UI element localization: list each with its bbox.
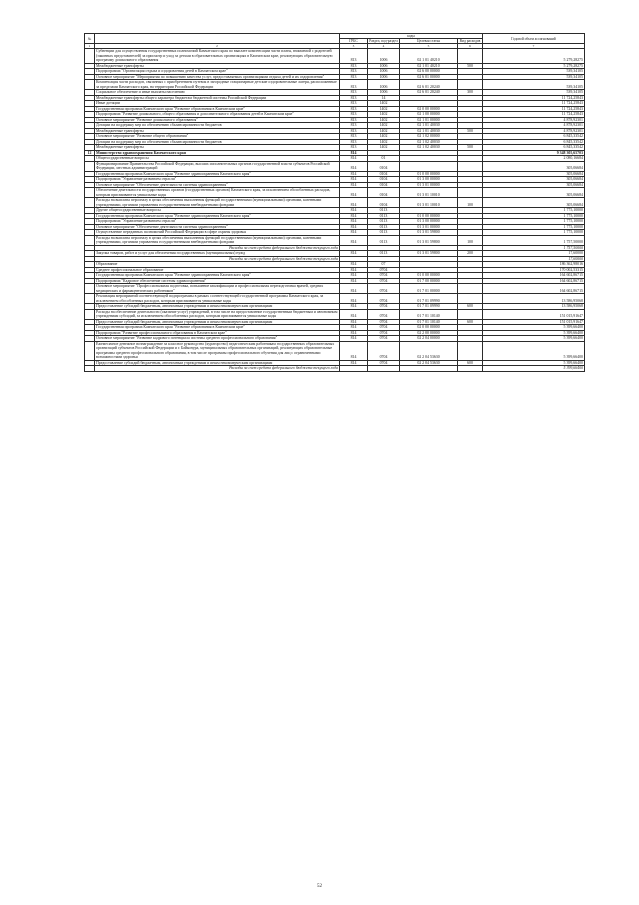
row-grbs: 814 (340, 208, 368, 214)
row-grbs: 813 (340, 90, 368, 96)
row-grbs: 814 (340, 319, 368, 325)
row-grbs: 813 (340, 80, 368, 90)
row-amount: 5 399,66400 (483, 325, 585, 331)
row-number (85, 235, 95, 245)
row-expense-type (458, 294, 483, 304)
row-name: Подпрограмма "Развитие профессионального образования в Камчатском крае" (95, 330, 340, 336)
row-number (85, 341, 95, 360)
row-target-article: 02 1 02 40030 (400, 139, 458, 145)
row-name: Подпрограмма "Управление развитием отрасли" (95, 177, 340, 183)
row-number (85, 188, 95, 198)
row-amount: 151 015,91647 (483, 309, 585, 319)
row-grbs: 814 (340, 171, 368, 177)
row-target-article: 02 1 00 00000 (400, 112, 458, 118)
row-name: Обеспечение деятельности государственных органов (государственных органов) Камчатского края, за исключением обособленных расходов, которым присваиваются уникальные коды (95, 188, 340, 198)
row-amount: 11 724,25843 (483, 112, 585, 118)
header-row-top (85, 34, 585, 39)
row-amount: 539,34105 (483, 74, 585, 80)
index-cell: 4 (368, 44, 400, 49)
header-cs: Целевая статья (400, 39, 458, 44)
row-name: Образование (95, 262, 340, 268)
row-section: 1402 (368, 112, 400, 118)
row-grbs: 814 (340, 188, 368, 198)
row-target-article: 02 2 04 00000 (400, 336, 458, 342)
row-grbs: 813 (340, 106, 368, 112)
row-number (85, 309, 95, 319)
row-section: 1402 (368, 128, 400, 134)
row-grbs: 814 (340, 325, 368, 331)
row-target-article: 02 1 01 40030 (400, 128, 458, 134)
row-target-article: 02 1 01 40210 (400, 49, 458, 64)
row-name: Основное мероприятие "Профессиональная подготовка, повышение квалификации и профессиональная переподготовка врачей, средних медицинских и фармацевтических работников" (95, 284, 340, 294)
row-section: 1402 (368, 134, 400, 140)
row-name: Расходы на выплаты персоналу в целях обеспечения выполнения функций государственными (муниципальными) органами, казенными учреждениями, органами управления государственными внебюджетными фондами (95, 198, 340, 208)
row-grbs: 814 (340, 294, 368, 304)
row-name: Основное мероприятие "Развитие дошкольного образования" (95, 117, 340, 123)
row-target-article: 01 0 00 00000 (400, 213, 458, 219)
row-name: Дотации на поддержку мер по обеспечению сбалансированности бюджетов (95, 123, 340, 129)
row-expense-type (458, 188, 483, 198)
row-grbs: 814 (340, 219, 368, 225)
header-sum: Годовой объем ассигнований (483, 34, 585, 44)
row-target-article: 01 7 01 09990 (400, 294, 458, 304)
row-section: 0704 (368, 294, 400, 304)
row-target-article: 01 3 01 00000 (400, 224, 458, 230)
row-name: Иные дотации (95, 101, 340, 107)
row-grbs (340, 366, 368, 372)
row-target-article: 02 1 01 40210 (400, 63, 458, 69)
row-grbs: 813 (340, 63, 368, 69)
page-number: 52 (317, 884, 322, 889)
row-number (85, 198, 95, 208)
row-section: 1402 (368, 123, 400, 129)
table-row (85, 198, 585, 208)
row-target-article: 01 3 01 00000 (400, 182, 458, 188)
row-amount: 164 602,86715 (483, 278, 585, 284)
row-amount: 1 757,50000 (483, 235, 585, 245)
row-grbs: 814 (340, 273, 368, 279)
row-section (368, 366, 400, 372)
row-amount: 305,06684 (483, 198, 585, 208)
table-row (85, 294, 585, 304)
row-amount: 1 775,10000 (483, 219, 585, 225)
row-section: 0704 (368, 284, 400, 294)
row-target-article: 01 3 01 10010 (400, 198, 458, 208)
row-name: Основное мероприятие "Обеспечение деятельности системы здравоохранения" (95, 224, 340, 230)
table-body (85, 49, 585, 372)
row-section: 1006 (368, 74, 400, 80)
row-section: 0704 (368, 341, 400, 360)
index-cell: 3 (340, 44, 368, 49)
row-name: Межбюджетные трансферты (95, 145, 340, 151)
table-row (85, 80, 585, 90)
row-amount: 9 348 305,65703 (483, 150, 585, 156)
row-target-article: 02 1 02 40030 (400, 145, 458, 151)
row-amount: 1 775,10000 (483, 213, 585, 219)
row-name: Расходы за счет средств федерального бюджета текущего года (95, 245, 340, 251)
row-expense-type: 500 (458, 145, 483, 151)
row-section: 0113 (368, 230, 400, 236)
row-amount: 5 399,66400 (483, 341, 585, 360)
table-row (85, 309, 585, 319)
row-amount: 539,34105 (483, 90, 585, 96)
row-name: Субвенции для осуществления государственных полномочий Камчатского края по выплате компенсации части платы, взимаемой с родителей (законных представителей) за присмотр и уход за детьми в образовательных организациях в Камчатском крае, реализующих образовательную программу дошкольного образования (95, 49, 340, 64)
row-name: Расходы за счет средств федерального бюджета текущего года (95, 366, 340, 372)
row-name: Государственная программа Камчатского края "Развитие образования в Камчатском крае" (95, 106, 340, 112)
row-grbs: 813 (340, 95, 368, 101)
row-grbs: 813 (340, 112, 368, 118)
row-name: Расходы на обеспечение деятельности (оказание услуг) учреждений, в том числе на предоставление государственным бюджетным и автономным учреждениям субсидий, за исключением обособленных расходов, которым присваиваются уникальные коды (95, 309, 340, 319)
row-amount: 305,06684 (483, 161, 585, 171)
row-section: 0113 (368, 219, 400, 225)
row-name: Основное мероприятие "Мероприятия по повышению качества услуг, предоставляемых организациями отдыха детей и их оздоровления" (95, 74, 340, 80)
row-expense-type: 200 (458, 251, 483, 257)
row-name: Подпрограмма "Управление развитием отрасли" (95, 219, 340, 225)
row-section: 1006 (368, 90, 400, 96)
row-expense-type: 600 (458, 360, 483, 366)
row-expense-type (458, 341, 483, 360)
row-section: 07 (368, 262, 400, 268)
row-amount: 305,06684 (483, 188, 585, 198)
row-target-article: 01 3 00 00000 (400, 219, 458, 225)
row-number (85, 284, 95, 294)
table-row (85, 161, 585, 171)
row-section: 0704 (368, 325, 400, 331)
row-section: 0113 (368, 251, 400, 257)
row-expense-type (458, 309, 483, 319)
row-grbs: 814 (340, 182, 368, 188)
row-target-article: 01 3 00 00000 (400, 177, 458, 183)
row-target-article: 01 7 01 00000 (400, 284, 458, 294)
row-section: 1402 (368, 117, 400, 123)
row-name: Закупка товаров, работ и услуг для обеспечения государственных (муниципальных) нужд (95, 251, 340, 257)
row-grbs: 814 (340, 156, 368, 162)
header-rz: Раздел, под-раздел (369, 39, 398, 44)
index-cell: 2 (95, 44, 340, 49)
row-number (85, 366, 95, 372)
row-number (85, 49, 95, 64)
row-name: Межбюджетные трансферты (95, 128, 340, 134)
index-cell: 7 (483, 44, 585, 49)
row-amount: 186 362,98016 (483, 262, 585, 268)
row-target-article (400, 161, 458, 171)
row-grbs: 813 (340, 123, 368, 129)
row-grbs: 814 (340, 150, 368, 156)
row-amount: 5 399,66400 (483, 336, 585, 342)
row-grbs: 814 (340, 278, 368, 284)
row-amount: 13 586,95068 (483, 294, 585, 304)
index-cell: 6 (458, 44, 483, 49)
row-section: 0104 (368, 171, 400, 177)
table-row (85, 341, 585, 360)
row-amount: 11 724,25843 (483, 101, 585, 107)
row-name: Предоставление субсидий бюджетным, автономным учреждениям и иным некоммерческим организациям (95, 304, 340, 310)
row-name: Ежемесячное денежное вознаграждение за классное руководство (кураторство) педагогическим работникам государственных образовательных организаций субъектов Российской Федерации и г. Байконура, муниципальных образовательных организаций, реализующих образовательные программы среднего профессионального образования, в том числе программы профессионального обучения для лиц с ограниченными возможностями здоровья (95, 341, 340, 360)
table-row (85, 366, 585, 372)
row-amount: 2 080,16684 (483, 156, 585, 162)
row-amount: 5 399,66400 (483, 360, 585, 366)
row-section: 0113 (368, 224, 400, 230)
row-section: 1402 (368, 101, 400, 107)
row-section: 0704 (368, 336, 400, 342)
row-section: 0704 (368, 309, 400, 319)
row-grbs: 814 (340, 360, 368, 366)
row-expense-type (458, 366, 483, 372)
row-target-article: 02 6 01 00000 (400, 74, 458, 80)
row-amount: 1 775,10000 (483, 208, 585, 214)
row-grbs: 814 (340, 304, 368, 310)
row-name: Государственная программа Камчатского края "Развитие здравоохранения Камчатского края" (95, 273, 340, 279)
row-section: 1006 (368, 69, 400, 75)
row-amount: 5 399,66400 (483, 330, 585, 336)
row-expense-type: 300 (458, 90, 483, 96)
row-amount: 6 845,33542 (483, 139, 585, 145)
row-grbs: 814 (340, 230, 368, 236)
row-target-article: 01 7 01 09990 (400, 304, 458, 310)
row-grbs: 814 (340, 341, 368, 360)
row-name: Осуществление переданных полномочий Российской Федерации в сфере охраны здоровья (95, 230, 340, 236)
header-grbs: ГРБС (340, 39, 368, 44)
row-amount: 4 878,92301 (483, 117, 585, 123)
row-amount: 539,34105 (483, 80, 585, 90)
row-amount: 17,60000 (483, 251, 585, 257)
row-grbs: 813 (340, 69, 368, 75)
row-name: Расходы на выплаты персоналу в целях обеспечения выполнения функций государственными (муниципальными) органами, казенными учреждениями, органами управления государственными внебюджетными фондами (95, 235, 340, 245)
row-section: 0104 (368, 188, 400, 198)
row-section: 1006 (368, 80, 400, 90)
row-section: 1402 (368, 139, 400, 145)
row-expense-type (458, 161, 483, 171)
row-amount: 164 602,86715 (483, 273, 585, 279)
row-target-article: 01 3 01 10010 (400, 188, 458, 198)
row-amount: 11 724,25843 (483, 95, 585, 101)
row-section: 1402 (368, 145, 400, 151)
row-amount: 305,06684 (483, 171, 585, 177)
row-grbs: 813 (340, 145, 368, 151)
row-grbs: 814 (340, 284, 368, 294)
row-target-article: 02 1 01 40030 (400, 123, 458, 129)
row-section: 0104 (368, 161, 400, 171)
row-target-article: 01 3 01 59800 (400, 230, 458, 236)
row-name: Подпрограмма "Организация отдыха и оздоровления детей в Камчатском крае" (95, 69, 340, 75)
row-expense-type: 100 (458, 198, 483, 208)
row-amount: 164 602,86715 (483, 284, 585, 294)
row-section: 0704 (368, 267, 400, 273)
row-target-article: 02 2 00 00000 (400, 330, 458, 336)
header-name (95, 34, 340, 44)
row-grbs: 813 (340, 117, 368, 123)
row-amount: 5 279,28275 (483, 63, 585, 69)
row-name: Социальное обеспечение и иные выплаты населению (95, 90, 340, 96)
row-section: 0113 (368, 208, 400, 214)
row-target-article: 02 6 00 00000 (400, 69, 458, 75)
row-target-article: 02 2 04 53630 (400, 341, 458, 360)
row-target-article: 02 0 00 00000 (400, 106, 458, 112)
row-target-article: 02 2 04 53630 (400, 360, 458, 366)
row-name: Межбюджетные трансферты общего характера бюджетам бюджетной системы Российской Федерации (95, 95, 340, 101)
row-expense-type (458, 49, 483, 64)
table-row (85, 49, 585, 64)
row-number (85, 80, 95, 90)
row-name: Дотации на поддержку мер по обеспечению сбалансированности бюджетов (95, 139, 340, 145)
row-name: Общегосударственные вопросы (95, 156, 340, 162)
row-amount: 1 775,10000 (483, 230, 585, 236)
row-target-article: 01 7 01 10140 (400, 319, 458, 325)
row-name: Основное мероприятие "Развитие общего образования" (95, 134, 340, 140)
row-number (85, 294, 95, 304)
row-expense-type: 600 (458, 319, 483, 325)
row-amount: 1 775,10000 (483, 224, 585, 230)
row-section: 1006 (368, 49, 400, 64)
row-grbs: 814 (340, 330, 368, 336)
row-expense-type: 600 (458, 304, 483, 310)
row-grbs: 814 (340, 251, 368, 257)
row-amount: 305,06684 (483, 177, 585, 183)
row-amount: 17,60000 (483, 256, 585, 262)
row-expense-type: 500 (458, 128, 483, 134)
row-name: Подпрограмма "Кадровое обеспечение системы здравоохранения" (95, 278, 340, 284)
row-section: 0704 (368, 360, 400, 366)
budget-table (84, 33, 585, 372)
row-amount: 11 724,25843 (483, 106, 585, 112)
row-target-article: 01 7 01 10140 (400, 309, 458, 319)
row-name: Компенсация части расходов, связанных с приобретением путевок в загородные стационарные детские оздоровительные лагеря, расположенные за пределами Камчатского края, на территории Российской Федерации (95, 80, 340, 90)
index-cell: 5 (400, 44, 458, 49)
row-section: 0104 (368, 177, 400, 183)
row-amount: 1 757,50000 (483, 245, 585, 251)
row-name: Реализация мероприятий соответствующей подпрограммы в рамках соответствующей государственной программы Камчатского края, за исключением обособленных расходов, которым присваиваются уникальные коды (95, 294, 340, 304)
row-number (85, 161, 95, 171)
row-amount: 6 845,33542 (483, 134, 585, 140)
row-grbs: 813 (340, 139, 368, 145)
row-name: Предоставление субсидий бюджетным, автономным учреждениям и иным некоммерческим организациям (95, 319, 340, 325)
row-amount: 6 845,33542 (483, 145, 585, 151)
row-expense-type: 100 (458, 235, 483, 245)
row-expense-type (458, 284, 483, 294)
row-name: Государственная программа Камчатского края "Развитие здравоохранения Камчатского края" (95, 171, 340, 177)
row-amount: 305,06684 (483, 182, 585, 188)
row-grbs: 814 (340, 224, 368, 230)
row-grbs: 813 (340, 74, 368, 80)
row-name: Расходы за счет средств федерального бюджета текущего года (95, 256, 340, 262)
row-name: Основное мероприятие "Развитие кадрового потенциала системы среднего профессионального образования" (95, 336, 340, 342)
table-row (85, 284, 585, 294)
row-name: Предоставление субсидий бюджетным, автономным учреждениям и иным некоммерческим организациям (95, 360, 340, 366)
row-target-article: 02 0 00 00000 (400, 325, 458, 331)
row-amount: 539,34105 (483, 69, 585, 75)
row-name: Министерство здравоохранения Камчатского края (95, 150, 340, 156)
table-row (85, 188, 585, 198)
row-section: 14 (368, 95, 400, 101)
row-name: Среднее профессиональное образование (95, 267, 340, 273)
row-grbs: 814 (340, 336, 368, 342)
row-grbs: 814 (340, 213, 368, 219)
header-vr: Вид расходов (458, 39, 483, 44)
row-section: 01 (368, 156, 400, 162)
header-codes: коды (340, 34, 483, 39)
row-section: 0704 (368, 330, 400, 336)
row-grbs: 813 (340, 49, 368, 64)
row-target-article (400, 366, 458, 372)
row-section: 0704 (368, 278, 400, 284)
index-cell: 1 (85, 44, 95, 49)
row-target-article: 01 3 01 59800 (400, 235, 458, 245)
row-grbs: 814 (340, 177, 368, 183)
row-name: Другие общегосударственные вопросы (95, 208, 340, 214)
row-grbs: 814 (340, 198, 368, 208)
row-target-article: 01 0 00 00000 (400, 273, 458, 279)
row-expense-type (458, 80, 483, 90)
row-name: Подпрограмма "Развитие дошкольного, общего образования и дополнительного образования детей в Камчатском крае" (95, 112, 340, 118)
row-number: 12 (85, 150, 95, 156)
row-grbs: 814 (340, 161, 368, 171)
row-target-article: 01 3 01 59800 (400, 251, 458, 257)
row-amount: 13 586,95068 (483, 304, 585, 310)
row-amount: 5 399,66400 (483, 366, 585, 372)
row-name: Государственная программа Камчатского края "Развитие образования в Камчатском крае" (95, 325, 340, 331)
row-section: 0113 (368, 213, 400, 219)
row-target-article: 01 0 00 00000 (400, 171, 458, 177)
row-grbs: 814 (340, 267, 368, 273)
row-name: Основное мероприятие "Обеспечение деятельности системы здравоохранения" (95, 182, 340, 188)
row-grbs: 813 (340, 101, 368, 107)
row-target-article: 02 1 02 00000 (400, 134, 458, 140)
row-grbs: 813 (340, 128, 368, 134)
row-amount: 4 878,92301 (483, 123, 585, 129)
row-section: 0704 (368, 319, 400, 325)
row-expense-type: 500 (458, 63, 483, 69)
row-section: 0113 (368, 235, 400, 245)
row-amount: 5 279,28275 (483, 49, 585, 64)
row-name: Функционирование Правительства Российской Федерации, высших исполнительных органов государственной власти субъектов Российской Федерации, местных администраций (95, 161, 340, 171)
row-amount: 170 002,53315 (483, 267, 585, 273)
row-grbs: 814 (340, 262, 368, 268)
row-section: 0104 (368, 182, 400, 188)
row-section: 0704 (368, 304, 400, 310)
row-name: Межбюджетные трансферты (95, 63, 340, 69)
row-target-article: 02 6 01 20240 (400, 90, 458, 96)
row-amount: 151 015,91647 (483, 319, 585, 325)
row-grbs: 813 (340, 134, 368, 140)
row-section: 0704 (368, 273, 400, 279)
row-section: 1402 (368, 106, 400, 112)
row-section: 1006 (368, 63, 400, 69)
row-section: 0104 (368, 198, 400, 208)
table-row (85, 235, 585, 245)
row-grbs: 814 (340, 309, 368, 319)
row-target-article: 02 6 01 20240 (400, 80, 458, 90)
row-target-article: 01 7 00 00000 (400, 278, 458, 284)
row-amount: 4 878,92301 (483, 128, 585, 134)
row-grbs: 814 (340, 235, 368, 245)
header-num: № (85, 34, 95, 44)
row-target-article: 02 1 01 00000 (400, 117, 458, 123)
row-name: Государственная программа Камчатского края "Развитие здравоохранения Камчатского края" (95, 213, 340, 219)
